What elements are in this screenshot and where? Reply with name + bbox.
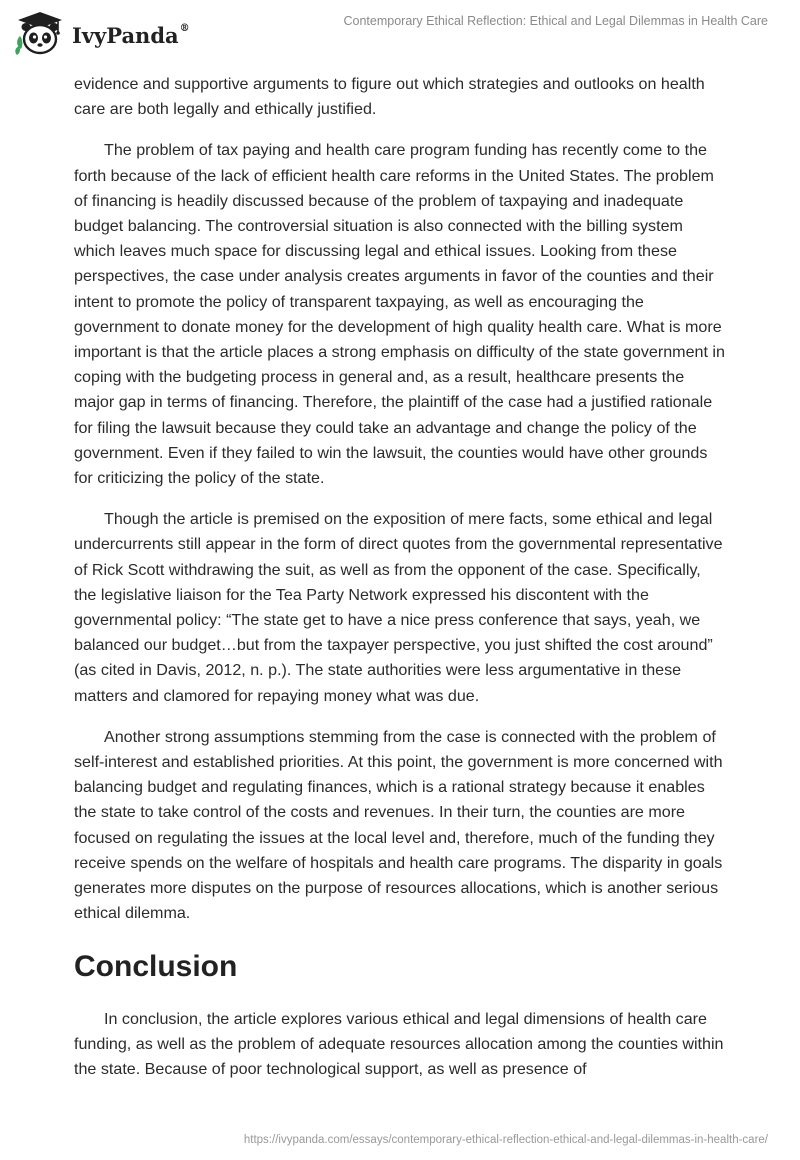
page-header bbox=[0, 0, 800, 66]
panda-icon bbox=[14, 10, 66, 56]
essay-body bbox=[74, 72, 726, 1098]
ivypanda-logo[interactable] bbox=[14, 10, 190, 56]
brand-name: IvyPanda® bbox=[72, 22, 190, 48]
paragraph-continued: evidence and supportive arguments to figure out which strategies and outlooks on health care are both legally and ethically justified. bbox=[74, 75, 705, 119]
document-title: Contemporary Ethical Reflection: Ethical and Legal Dilemmas in Health Care bbox=[343, 14, 768, 28]
paragraph-self-interest: Another strong assumptions stemming from the case is connected with the problem of self-interest and established priorities. At this point, the government is more concerned with balancing budget and regulating finances, which is a rational strategy because it enables the state to take control of the costs and revenues. In their turn, the counties are more focused on regulating the issues at the local level and, therefore, much of the funding they receive spends on the welfare of hospitals and health care programs. The disparity in goals generates more disputes on the purpose of resources allocations, which is another serious ethical dilemma. bbox=[74, 727, 723, 923]
paragraph-tax-funding: The problem of tax paying and health care program funding has recently come to the forth because of the lack of efficient health care reforms in the United States. The problem of financing is headily discussed because of the problem of taxpaying and inadequate budget balancing. The controversial situation is also connected with the billing system which leaves much space for discussing legal and ethical issues. Looking from these perspectives, the case under analysis creates arguments in favor of the counties and their intent to promote the policy of transparent taxpaying, as well as encouraging the government to donate money for the development of high quality health care. What is more important is that the article places a strong emphasis on difficulty of the state government in coping with the budgeting process in general and, as a result, healthcare presents the major gap in terms of financing. Therefore, the plaintiff of the case had a justified rationale for filing the lawsuit because they could take an advantage and change the policy of the government. Even if they failed to win the lawsuit, the counties would have other grounds for criticizing the policy of the state. bbox=[74, 141, 725, 488]
source-url[interactable]: https://ivypanda.com/essays/contemporary-ethical-reflection-ethical-and-legal-dilemmas-in-health-care/ bbox=[243, 1134, 768, 1146]
paragraph-ethical-undercurrents: Though the article is premised on the exposition of mere facts, some ethical and legal undercurrents still appear in the form of direct quotes from the governmental representative of Rick Scott withdrawing the suit, as well as from the opponent of the case. Specifically, the legislative liaison for the Tea Party Network expressed his discontent with the governmental policy: “The state get to have a nice press conference that says, yeah, we balanced our budget…but from the taxpayer perspective, you just shifted the cost around” (as cited in Davis, 2012, n. p.). The state authorities were less argumentative in these matters and clamored for repaying money what was due. bbox=[74, 510, 723, 705]
paragraph-conclusion: In conclusion, the article explores various ethical and legal dimensions of health care funding, as well as the problem of adequate resources allocation among the counties within the state. Because of poor technological support, as well as presence of bbox=[74, 1009, 724, 1078]
conclusion-heading: Conclusion bbox=[74, 949, 238, 983]
registered-mark: ® bbox=[179, 22, 190, 34]
